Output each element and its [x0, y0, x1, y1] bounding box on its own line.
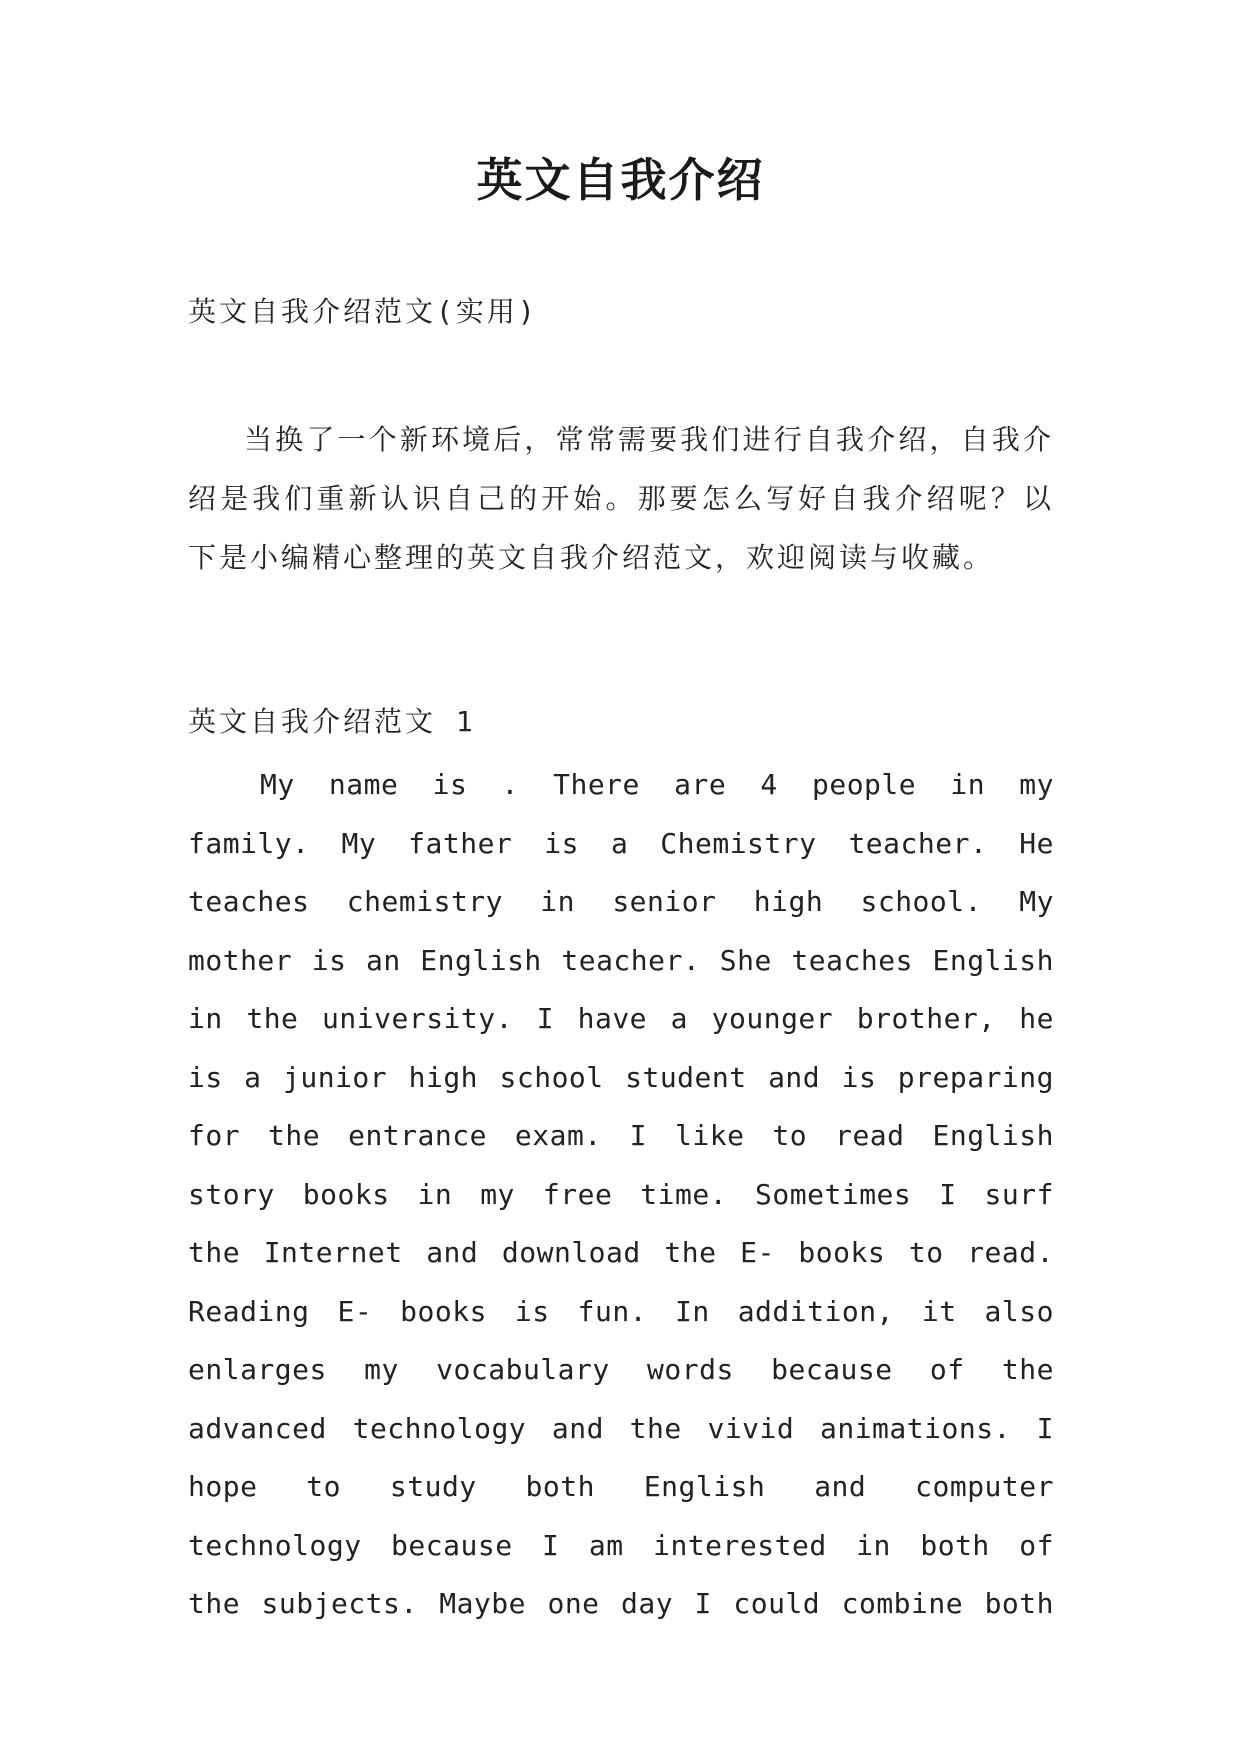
document-title: 英文自我介绍: [476, 153, 765, 207]
english-paragraph: My name is . There are 4 people in my family. My father is a Chemistry teacher. He teaches chemistry in senior high school. My mother is an English teacher. She teaches English in the university. I have a younger brother, he is a junior high school student and is preparing for the entrance exam. I like to read English story books in my free time. Sometimes I surf the Internet and download the E- books to read. Reading E- books is fun. In addition, it also enlarges my vocabulary words because of the advanced technology and the vivid animations. I hope to study both English and computer technology because I am interested in both of the subjects. Maybe one day I could combine both: [188, 768, 1054, 1620]
section-heading: 英文自我介绍范文 1: [188, 705, 476, 738]
document-subtitle: 英文自我介绍范文(实用): [188, 295, 538, 328]
intro-paragraph: 当换了一个新环境后，常常需要我们进行自我介绍，自我介绍是我们重新认识自己的开始。那要怎么写好自我介绍呢？以下是小编精心整理的英文自我介绍范文，欢迎阅读与收藏。: [188, 423, 1054, 574]
